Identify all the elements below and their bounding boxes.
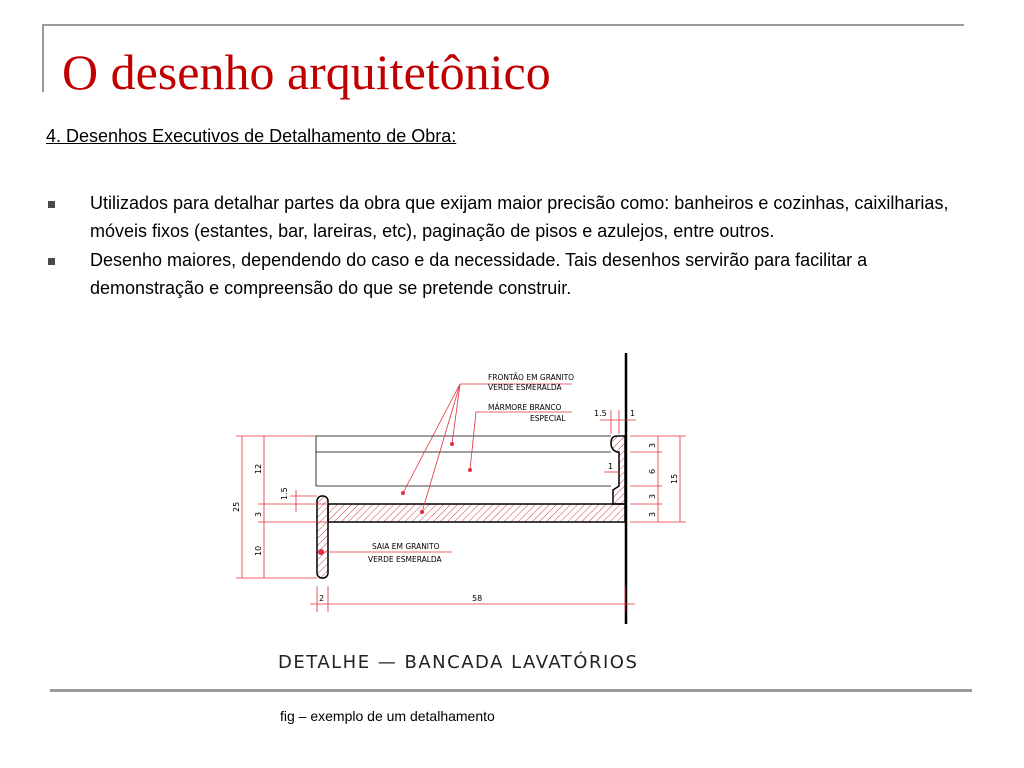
dim-3-c: 3 [648, 511, 657, 517]
dim-58: 58 [472, 594, 483, 603]
front-skirt [317, 496, 328, 578]
section-subtitle: 4. Desenhos Executivos de Detalhamento de Obra: [46, 126, 457, 146]
leader-dots [318, 442, 472, 555]
label-marmore-line1: MÁRMORE BRANCO [488, 403, 562, 412]
dim-1-top: 1 [630, 409, 636, 418]
bottom-rule [50, 689, 972, 692]
countertop-slab [328, 504, 625, 522]
slide-title: O desenho arquitetônico [62, 44, 551, 100]
dim-3-left: 3 [254, 511, 263, 517]
backsplash-profile [611, 436, 625, 504]
bullet-text: Utilizados para detalhar partes da obra que exijam maior precisão como: banheiros e cozinhas, caixilharias, móveis fixos (estantes, bar, lareiras, etc), paginação de pisos e azulejos, entre outros. [90, 193, 949, 241]
dim-1-5-left: 1.5 [280, 487, 289, 500]
dim-10: 10 [254, 545, 263, 556]
label-frontao-line2: VERDE ESMERALDA [488, 383, 562, 392]
label-saia-line2: VERDE ESMERALDA [368, 555, 442, 564]
drawing-title: DETALHE — BANCADA LAVATÓRIOS [278, 652, 639, 673]
dim-12: 12 [254, 463, 263, 474]
figure-caption: fig – exemplo de um detalhamento [280, 708, 495, 724]
dim-3-a: 3 [648, 442, 657, 448]
dim-3-b: 3 [648, 493, 657, 499]
dim-25: 25 [232, 501, 241, 512]
label-saia-line1: SAIA EM GRANITO [372, 542, 440, 551]
elevation-lines [316, 436, 614, 486]
dim-1-mid: 1 [608, 462, 614, 471]
dim-1-5-top: 1.5 [594, 409, 607, 418]
dim-6: 6 [648, 468, 657, 474]
bullet-text: Desenho maiores, dependendo do caso e da necessidade. Tais desenhos servirão para facilitar a demonstração e compreensão do que se pretende construir. [90, 250, 868, 298]
dim-2: 2 [319, 594, 325, 603]
dim-15: 15 [670, 473, 679, 484]
label-frontao-line1: FRONTÃO EM GRANITO [488, 373, 575, 382]
label-marmore-line2: ESPECIAL [530, 414, 566, 423]
